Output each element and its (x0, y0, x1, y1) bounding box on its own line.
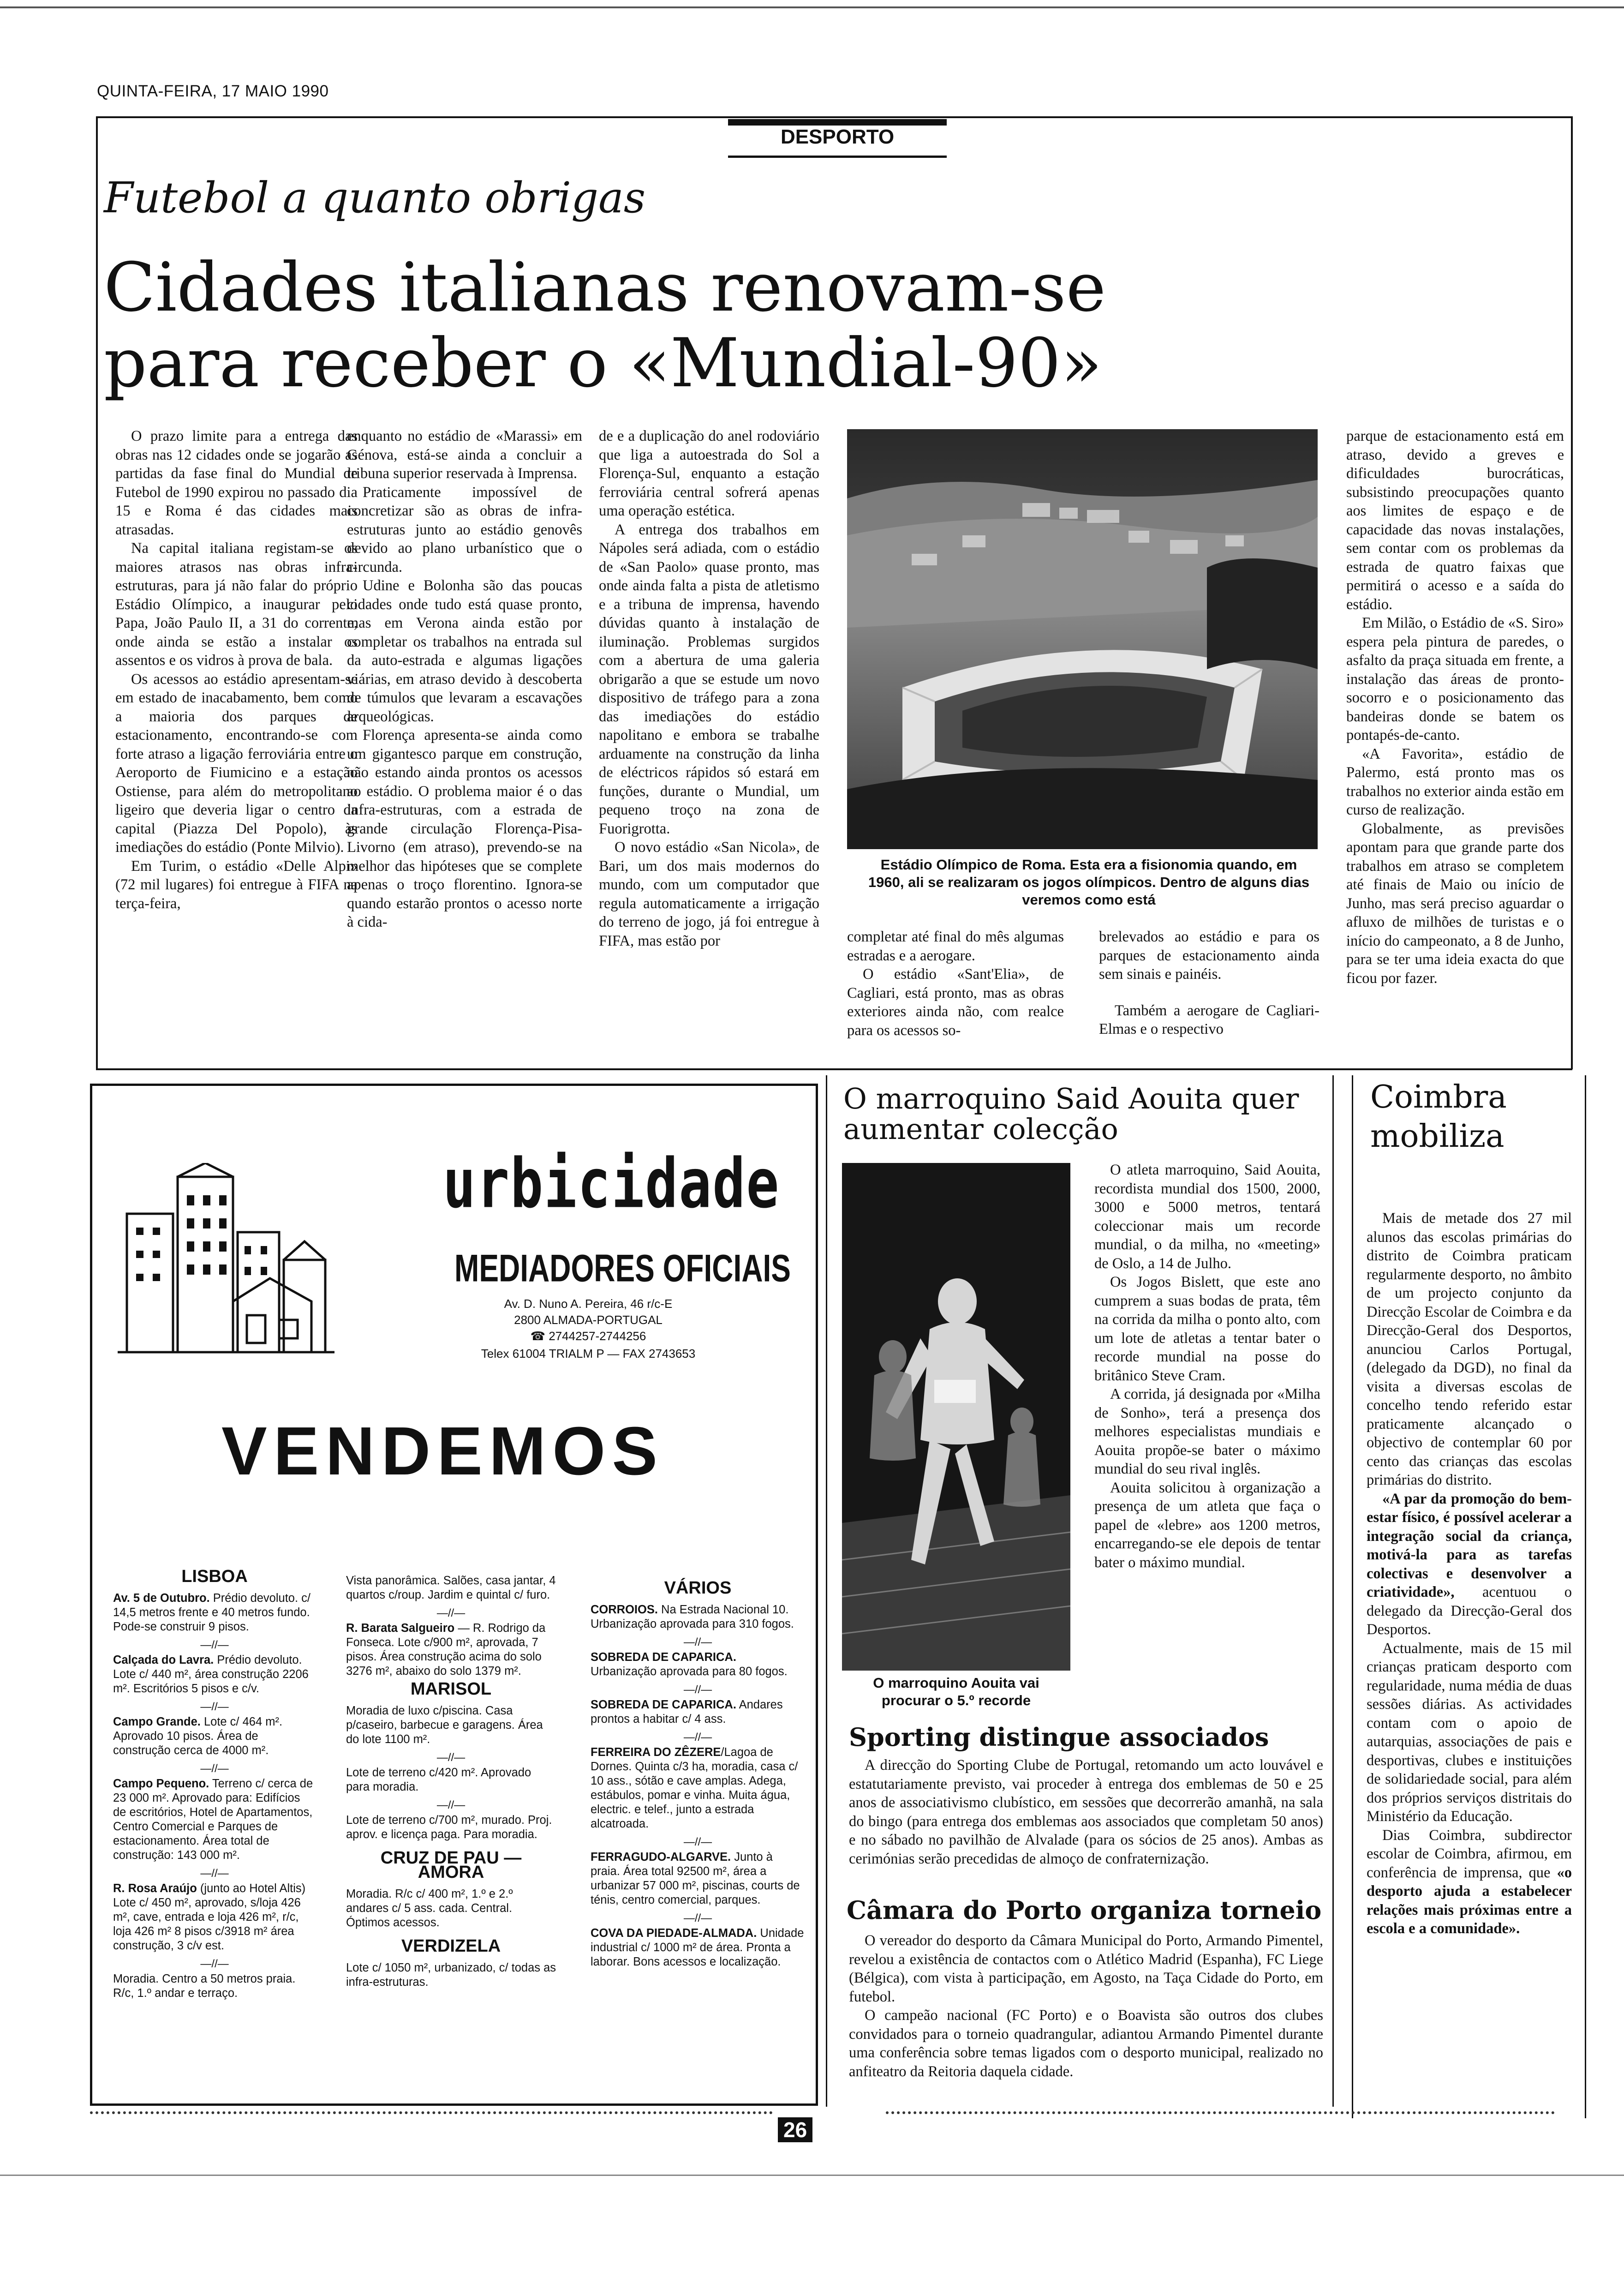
paragraph: Em Milão, o Estádio de «S. Siro» espera pela pintura de paredes, o asfalto da praça situada em frente, a instalação das áreas de pronto-socorro e o posicionamento das bandeiras donde se batem os pontapés-de-canto. (1346, 615, 1564, 743)
paragraph: Também a aerogare de Cagliari-Elmas e o respectivo (1099, 1002, 1320, 1037)
ad-separator: —//— (436, 1751, 466, 1764)
ad-separator: —//— (436, 1607, 466, 1619)
paragraph: brelevados ao estádio e para os parques de estacionamento ainda sem sinais e painéis. (1099, 929, 1320, 983)
ad-listing: FERREIRA DO ZÊZERE/Lagoa de Dornes. Quinta c/3 ha, moradia, casa c/ 10 ass., sótão e cave amplas. Adega, estábulos, pomar e vinha. Muita água, electric. e telef., junto a estrada alcatroada. (591, 1746, 798, 1830)
ad-listing: Campo Grande. Lote c/ 464 m². Aprovado 10 pisos. Área de construção cerca de 4000 m². (113, 1715, 283, 1757)
ad-address-2: 2800 ALMADA-PORTUGAL (514, 1313, 663, 1327)
ad-separator: —//— (683, 1731, 712, 1744)
ad-listing: Calçada do Lavra. Prédio devoluto. Lote c/ 440 m², área construção 2206 m². Escritórios 5 pisos e c/v. (113, 1654, 309, 1695)
ad-column-varios (591, 1578, 805, 1973)
article-column-1 (115, 427, 358, 913)
page-number: 26 (778, 2117, 812, 2142)
paragraph: Florença apresenta-se ainda como um gigantesco parque em construção, não estando ainda prontos os acessos ao estádio. O problema maior é o das infra-estruturas, com a estrada de grande circulação Florença-Pisa-Livorno (em atraso), prevendo-se na melhor das hipóteses que se complete apenas o troço florentino. Ignora-se quando estarão prontos o acesso norte à cida- (347, 727, 582, 930)
ad-separator: —//— (683, 1684, 712, 1696)
main-box-right (1571, 116, 1573, 1069)
article-column-2 (347, 427, 582, 932)
paragraph: completar até final do mês algumas estradas e a aerogare. (847, 929, 1064, 964)
bottom-dashed-line (90, 2111, 773, 2114)
ad-listing: Av. 5 de Outubro. Prédio devoluto. c/ 14,5 metros frente e 40 metros fundo. Pode-se construir 9 pisos. (113, 1592, 310, 1633)
ad-listing: Moradia. R/c c/ 400 m², 1.º e 2.º andares c/ 5 ass. cada. Central. Óptimos acessos. (346, 1888, 513, 1929)
paragraph: Dias Coimbra, subdirector escolar de Coimbra, afirmou, em conferência de imprensa, que «o desporto ajuda a estabelecer relações mais próximas entre a escola e a comunidade». (1367, 1827, 1572, 1937)
ad-listing: FERRAGUDO-ALGARVE. Junto à praia. Área total 92500 m², área a urbanizar 57 000 m², piscinas, courts de ténis, centro comercial, parques. (591, 1851, 800, 1906)
paragraph: Aouita solicitou à organização a presença de um atleta que faça o papel de «lebre» aos 1200 metros, encarregando-se ele depois de tentar bater o máximo mundial. (1094, 1479, 1320, 1571)
ad-column-middle (346, 1574, 556, 1993)
aouita-body (1094, 1161, 1320, 1572)
coimbra-body (1367, 1209, 1572, 1938)
ad-separator: —//— (200, 1867, 229, 1880)
paragraph: O vereador do desporto da Câmara Municipal do Porto, Armando Pimentel, revelou a existência de contactos com o Atlético Madrid (Espanha), FC Liege (Bélgica), com vista à participação, em Agosto, na Taça Cidade do Porto, em futebol. (849, 1932, 1323, 2005)
kicker: Futebol a quanto obrigas (104, 173, 646, 222)
ad-separator: —//— (200, 1958, 229, 1970)
article-column-4 (847, 928, 1064, 1040)
paragraph: Praticamente impossível de concretizar são as obras de infra-estruturas junto ao estádio genovês devido ao plano urbanístico que o circunda. (347, 484, 582, 575)
porto-body (849, 1931, 1323, 2081)
ad-separator: —//— (200, 1639, 229, 1651)
top-border-line (0, 6, 1624, 8)
section-tag: DESPORTO (780, 126, 895, 148)
coimbra-headline-line-1: Coimbra (1370, 1079, 1507, 1115)
ad-separator: —//— (683, 1912, 712, 1924)
sporting-headline: Sporting distingue associados (849, 1722, 1269, 1752)
article-column-5 (1099, 928, 1320, 1039)
ad-listing: R. Barata Salgueiro — R. Rodrigo da Fonseca. Lote c/900 m², aprovada, 7 pisos. Área construção acima do solo 3276 m², abaixo do solo 1379 m². (346, 1622, 546, 1678)
aouita-photo-caption: O marroquino Aouita vai procurar o 5.º recorde (873, 1675, 1039, 1708)
ad-listing: Lote c/ 1050 m², urbanizado, c/ todas as infra-estruturas. (346, 1961, 556, 1989)
ad-telex: Telex 61004 TRIALM P — FAX 2743653 (481, 1347, 696, 1360)
paragraph: parque de estacionamento está em atraso, devido a greves e dificuldades burocráticas, subsistindo preocupações quanto aos limites de espaço e de capacidade das novas instalações, sem contar com os problemas da estrada de quatro faixas que permitirá o acesso e a saída do estádio. (1346, 428, 1564, 613)
ad-location-title: CRUZ DE PAU — AMORA (380, 1848, 522, 1882)
ad-separator: —//— (436, 1799, 466, 1811)
ad-listing: Moradia. Centro a 50 metros praia. R/c, 1.º andar e terraço. (113, 1972, 296, 2000)
paragraph: O novo estádio «San Nicola», de Bari, um dos mais modernos do mundo, com um computador que regula automaticamente a irrigação do terreno de jogo, já foi entregue à FIFA, mas estão por (599, 839, 819, 949)
headline-line-2: para receber o «Mundial-90» (104, 324, 1102, 402)
section-tag-underline (728, 156, 947, 158)
paragraph: «A par da promoção do bem-estar físico, é possível acelerar a integração social da criança, motivá-la para as tarefas colectivas e desenvolver a criatividade», acentuou o delegado da Direcção-Geral dos Desportos. (1367, 1490, 1572, 1638)
coimbra-box-left (1352, 1075, 1353, 2118)
ad-listing: R. Rosa Araújo (junto ao Hotel Altis) Lote c/ 450 m², aprovado, s/loja 426 m², cave, entrada e loja 426 m², r/c, loja 426 m² 8 pisos c/3918 m² área construção, 3 c/v est. (113, 1882, 306, 1952)
paragraph: A entrega dos trabalhos em Nápoles será adiada, com o estádio de «San Paolo» quase pronto, mas onde ainda falta a pista de atletismo e a tribuna de imprensa, havendo dúvidas quanto à instalação de iluminação. Problemas surgidos com a abertura de uma galeria obrigarão a que se estude um novo dispositivo de tráfego para a zona das imediações do estádio napolitano e embora se trabalhe arduamente na construção da linha de eléctricos rápidos só estará em funções, durante o Mundial, um pequeno troço na zona de Fuorigrotta. (599, 521, 819, 837)
paragraph: O prazo limite para a entrega das obras nas 12 cidades onde se jogarão as partidas da fase final do Mundial de Futebol de 1990 expirou no passado dia 15 e Roma é das cidades mais atrasadas. (115, 428, 358, 538)
ad-phone: ☎ 2744257-2744256 (530, 1329, 646, 1343)
sporting-body (849, 1756, 1323, 1868)
lower-divider (96, 1068, 1572, 1070)
paragraph: Os Jogos Bislett, que este ano cumprem a suas bodas de prata, têm na corrida da milha o ponto alto, com um lote de atletas a tentar bater o recorde mundial na posse do britânico Steve Cram. (1094, 1274, 1320, 1384)
dateline: QUINTA-FEIRA, 17 MAIO 1990 (97, 82, 329, 100)
article-column-3 (599, 427, 819, 950)
ad-listing: SOBREDA DE CAPARICA. Andares prontos a habitar c/ 4 ass. (591, 1698, 783, 1726)
ad-listing: SOBREDA DE CAPARICA. Urbanização aprovada para 80 fogos. (591, 1651, 788, 1678)
paragraph: Em Turim, o estádio «Delle Alpi» (72 mil lugares) foi entregue à FIFA na terça-feira, (115, 857, 358, 912)
stadium-photo (847, 429, 1318, 849)
coimbra-headline-line-2: mobiliza (1370, 1118, 1505, 1155)
city-skyline-icon (118, 1163, 334, 1366)
stadium-photo-caption: Estádio Olímpico de Roma. Esta era a fisionomia quando, em 1960, ali se realizaram os jogos olímpicos. Dentro de alguns dias veremos como está (868, 857, 1310, 908)
aouita-headline: O marroquino Said Aouita quer aumentar colecção (843, 1082, 1299, 1146)
ad-subtitle: MEDIADORES OFICIAIS (454, 1246, 791, 1290)
ad-banner: VENDEMOS (221, 1413, 664, 1489)
coimbra-box-right (1585, 1075, 1586, 2118)
ad-listing: CORROIOS. Na Estrada Nacional 10. Urbanização aprovada para 310 fogos. (591, 1603, 794, 1630)
aouita-photo (842, 1163, 1070, 1671)
article-column-6 (1346, 427, 1564, 988)
ad-listing: Lote de terreno c/700 m², murado. Proj. aprov. e licença paga. Para moradia. (346, 1814, 552, 1841)
paragraph: A direcção do Sporting Clube de Portugal, retomando um acto louvável e estatutariamente previsto, vai proceder à entrega dos emblemas de 50 e 25 anos de associativismo clubístico, em sessões que decorrerão amanhã, na sala do bingo (para entrega dos emblemas aos associados que completam 50 anos) e no sábado no pavilhão de Alvalade (para os sócios de 25 anos). Ambas as cerimónias serão precedidas de almoço de confraternização. (849, 1757, 1323, 1867)
ad-location-title: MARISOL (410, 1679, 492, 1699)
ad-listing: Campo Pequeno. Terreno c/ cerca de 23 000 m². Aprovado para: Edifícios de escritórios, Hotel de Apartamentos, Centro Comercial e Parques de estacionamento. Área total de construção: 143 000 m². (113, 1777, 313, 1862)
ad-separator: —//— (683, 1836, 712, 1848)
ad-listing: COVA DA PIEDADE-ALMADA. Unidade industrial c/ 1000 m² de área. Pronta a laborar. Bons acessos e localização. (591, 1927, 804, 1968)
porto-headline: Câmara do Porto organiza torneio (847, 1895, 1322, 1925)
ad-address-1: Av. D. Nuno A. Pereira, 46 r/c-E (504, 1297, 673, 1311)
ad-location-title: LISBOA (181, 1567, 248, 1586)
section-tag-bar (728, 119, 947, 126)
paragraph: Globalmente, as previsões apontam para que grande parte dos trabalhos em atraso se completem até finais de Maio ou início de Junho, mas será preciso aguardar o afluxo de milhões de turistas e o início do campeonato, a 8 de Junho, para se ter uma ideia exacta do que ficou por fazer. (1346, 820, 1564, 987)
bottom-dashed-line-right (886, 2111, 1555, 2114)
main-box-left (96, 116, 98, 1069)
paragraph: O campeão nacional (FC Porto) e o Boavista são outros dos clubes convidados para o torneio quadrangular, adiantou Armando Pimentel durante uma conferência sobre temas ligados com o desporto municipal, realizado no anfiteatro da Reitoria daquela cidade. (849, 2007, 1323, 2080)
paragraph: Mais de metade dos 27 mil alunos das escolas primárias do distrito de Coimbra praticam regularmente desporto, no âmbito de um projecto conjunto da Direcção Escolar de Coimbra e da Direcção-Geral dos Desportos, anunciou Carlos Portugal, (delegado da DGD), no final da visita a diversas escolas de concelho tendo referido estar praticamente alcançado o objectivo de contemplar 60 por cento das crianças das escolas primárias do distrito. (1367, 1210, 1572, 1488)
paragraph: Actualmente, mais de 15 mil crianças praticam desporto com regularidade, numa média de duas sessões diárias. As actividades contam com o apoio de autarquias, associações de pais e desportivas, clubes e instituições de solidariedade social, para além dos próprios serviços distritais do Ministério da Educação. (1367, 1640, 1572, 1825)
paragraph: Na capital italiana registam-se os maiores atrasos nas obras infra-estruturas, para já não falar do próprio Estádio Olímpico, a inaugurar pelo Papa, João Paulo II, a 31 do corrente, onde ainda se estão a instalar os assentos e os vidros à prova de bala. (115, 540, 358, 669)
ad-column-lisboa (113, 1567, 316, 2004)
bottom-rule (0, 2175, 1624, 2176)
ad-brand: urbicidade (443, 1144, 780, 1223)
main-box-top (96, 116, 1572, 118)
aouita-box-right (1332, 1075, 1334, 2107)
ad-listing: Lote de terreno c/420 m². Aprovado para moradia. (346, 1766, 531, 1793)
ad-separator: —//— (683, 1636, 712, 1648)
headline-line-1: Cidades italianas renovam-se (104, 248, 1106, 327)
paragraph: «A Favorita», estádio de Palermo, está pronto mas os trabalhos no exterior ainda estão em curso de realização. (1346, 745, 1564, 818)
paragraph: enquanto no estádio de «Marassi» em Génova, está-se ainda a concluir a tribuna superior reservada à Imprensa. (347, 428, 582, 482)
ad-listing: Vista panorâmica. Salões, casa jantar, 4 quartos c/roup. Jardim e quintal c/ furo. (346, 1574, 556, 1601)
paragraph: Udine e Bolonha são das poucas cidades onde tudo está quase pronto, mas em Verona ainda estão por completar os trabalhos na entrada sul da auto-estrada e algumas ligações viárias, em atraso devido à descoberta de túmulos que levaram a escavações arqueológicas. (347, 577, 582, 725)
paragraph: de e a duplicação do anel rodoviário que liga a autoestrada do Sol a Florença-Sul, enquanto a estação ferroviária central sofrerá apenas uma operação estética. (599, 428, 819, 519)
paragraph: Os acessos ao estádio apresentam-se em estado de inacabamento, bem como a maioria dos parques de estacionamento, encontrando-se com forte atraso a ligação ferroviária entre o Aeroporto de Fiumicino e a estação Ostiense, para além do metropolitano ligeiro que deveria ligar o centro da capital (Piazza Del Popolo), às imediações do estádio (Ponte Milvio). (115, 671, 358, 856)
ad-location-title: VERDIZELA (401, 1936, 501, 1956)
ad-separator: —//— (200, 1701, 229, 1713)
ad-listing: Moradia de luxo c/piscina. Casa p/caseiro, barbecue e garagens. Área do lote 1100 m². (346, 1704, 543, 1746)
ad-separator: —//— (200, 1762, 229, 1775)
ad-location-title: VÁRIOS (664, 1578, 732, 1598)
paragraph: O estádio «Sant'Elia», de Cagliari, está pronto, mas as obras exteriores ainda não, com realce para os acessos so- (847, 966, 1064, 1039)
aouita-box-left (826, 1075, 827, 2107)
paragraph: A corrida, já designada por «Milha de Sonho», terá a presença dos melhores especialistas mundiais e Aouita propõe-se bater o máximo mundial do seu rival inglês. (1094, 1386, 1320, 1477)
paragraph: O atleta marroquino, Said Aouita, recordista mundial dos 1500, 2000, 3000 e 5000 metros, tentará coleccionar mais um recorde mundial, o da milha, no «meeting» de Oslo, a 14 de Julho. (1094, 1162, 1320, 1272)
stadium-photo-image (847, 429, 1318, 849)
